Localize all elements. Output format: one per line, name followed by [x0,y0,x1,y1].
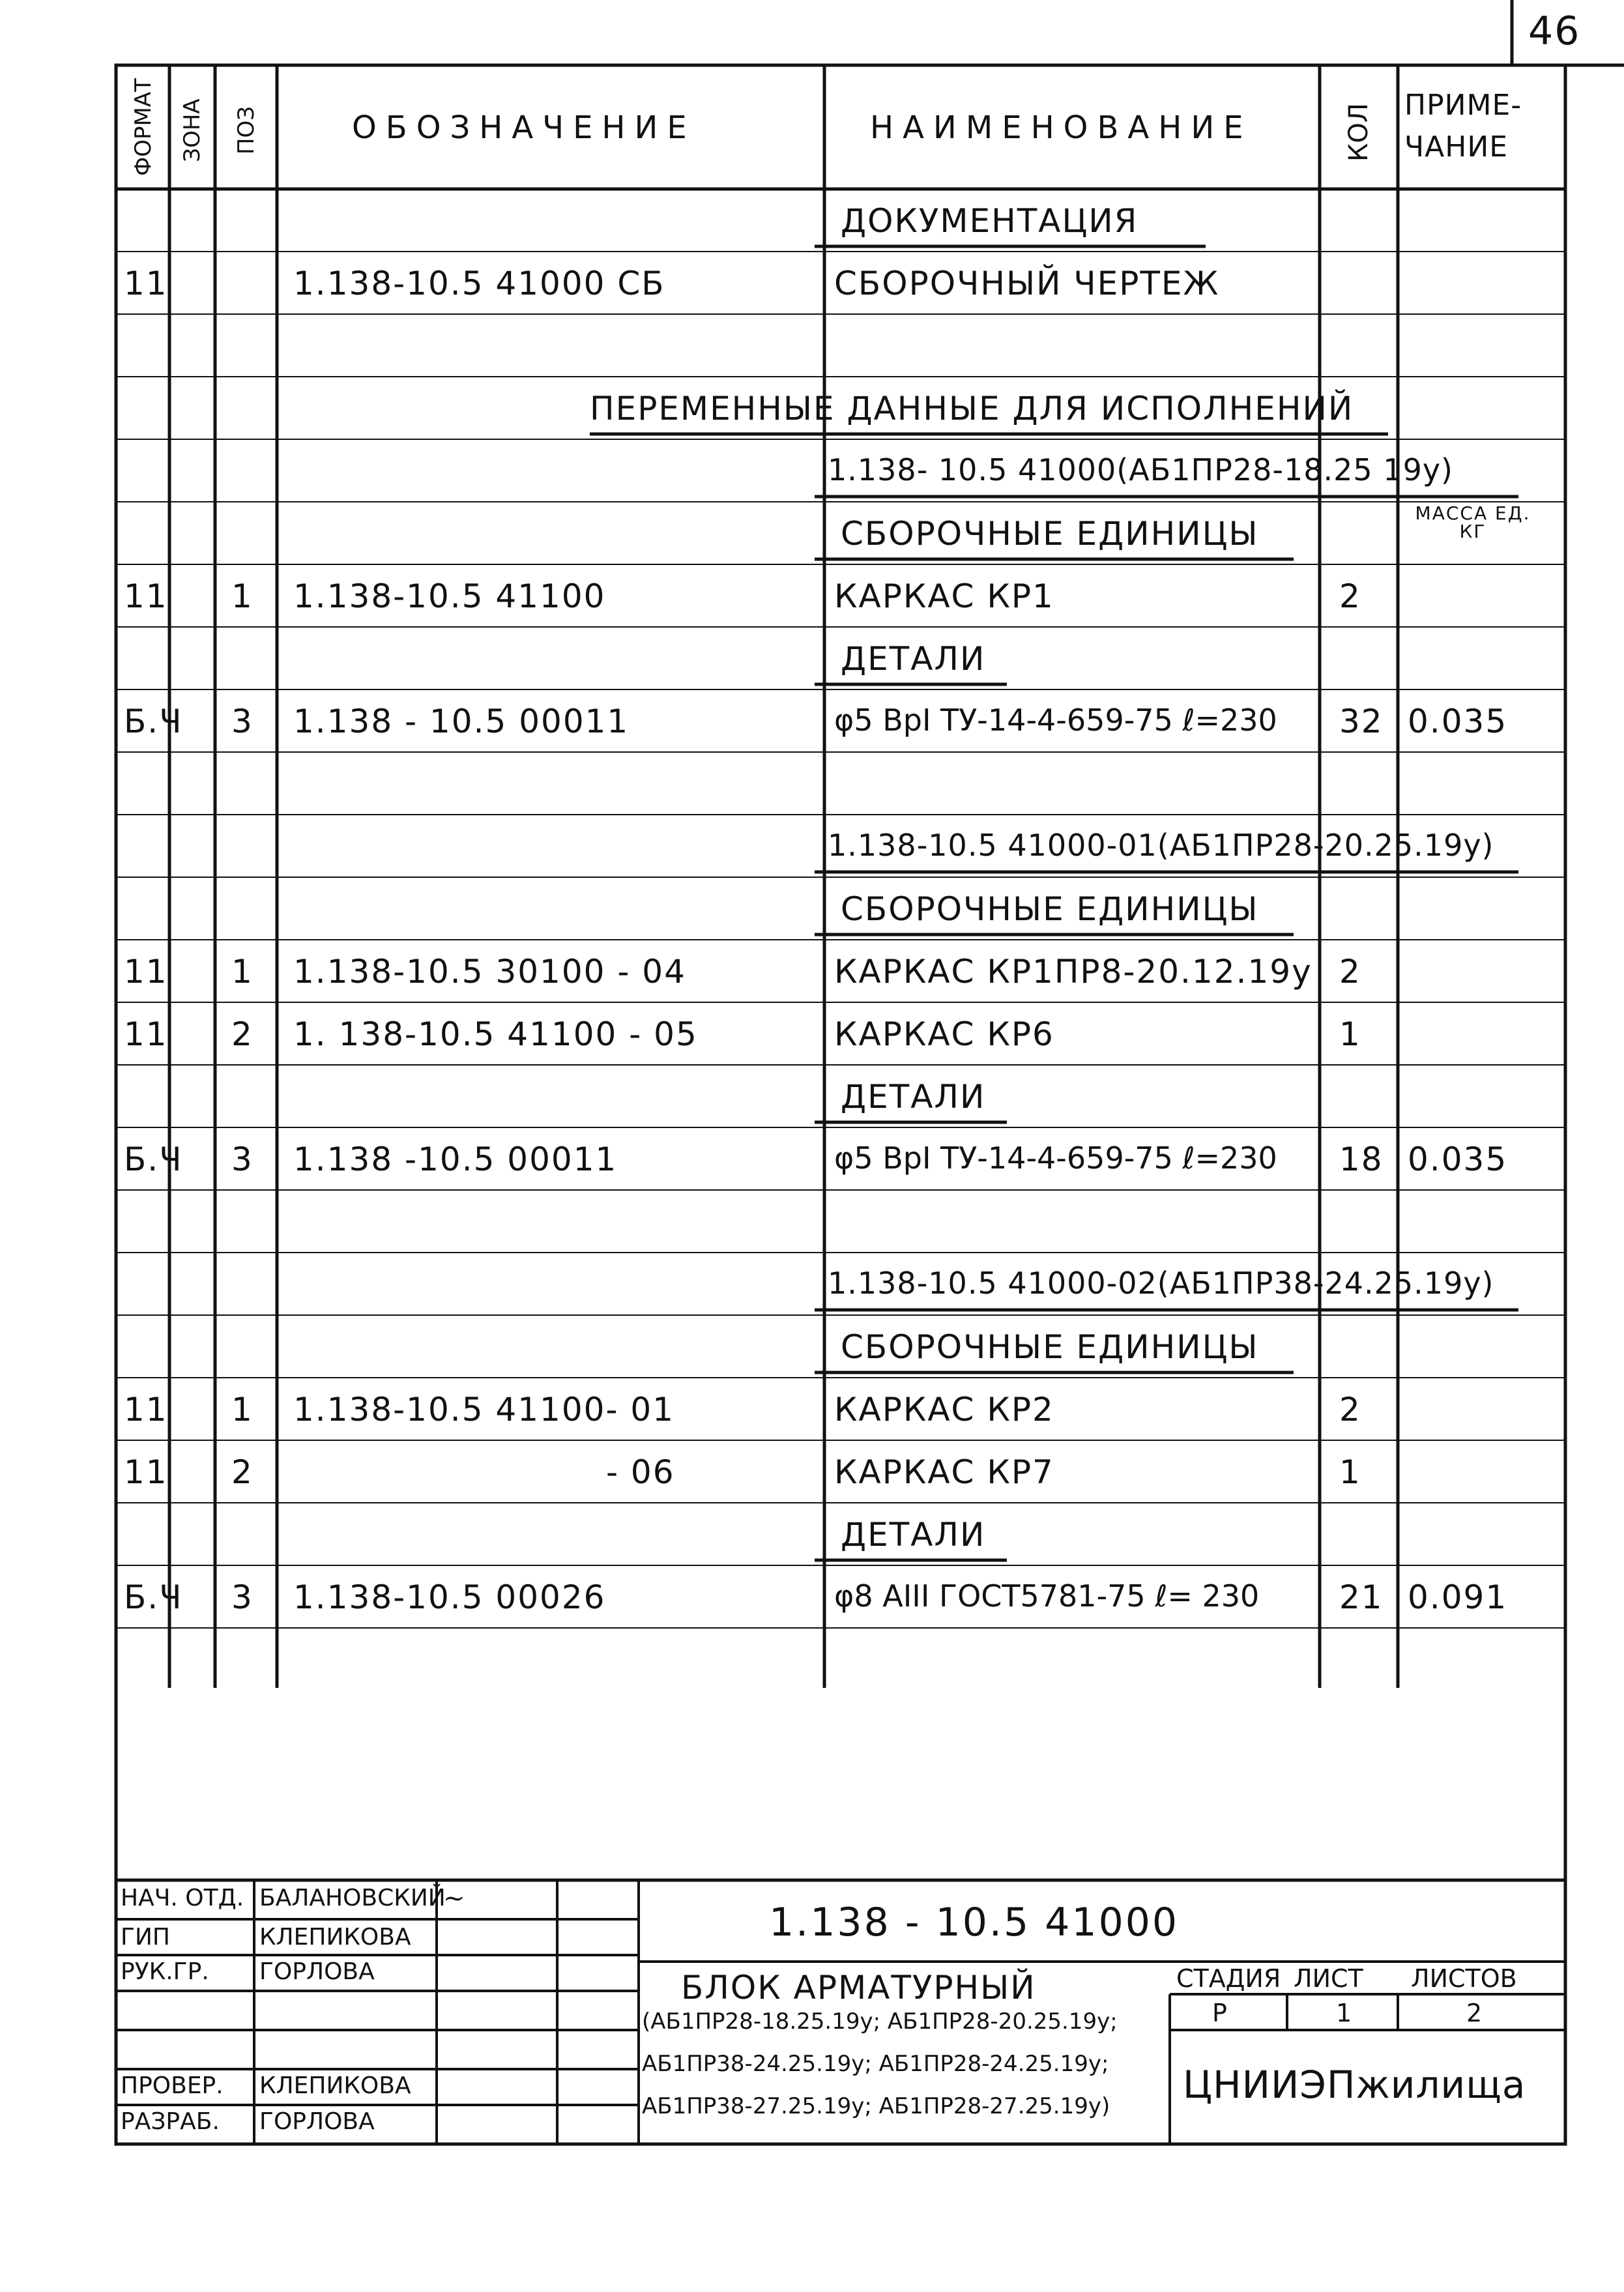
cell-format: 11 [124,265,168,302]
title-block-name: КЛЕПИКОВА [259,1924,411,1951]
cell-designation: 1.138-10.5 41100- 01 [293,1391,675,1429]
cell-qty: 1 [1339,1015,1361,1053]
cell-qty: 2 [1339,1391,1361,1429]
cell-designation: - 06 [606,1453,675,1491]
product-title: БЛОК АРМАТУРНЫЙ [681,1969,1036,2007]
cell-format: 11 [124,577,168,615]
sheet-value: 1 [1336,1999,1352,2027]
cell-name: ДЕТАЛИ [841,1078,986,1116]
sheet-number: 46 [1528,8,1581,54]
cell-name: φ5 ВрI ТУ-14-4-659-75 ℓ=230 [834,703,1277,738]
cell-name: СБОРОЧНЫЕ ЕДИНИЦЫ [841,1328,1259,1366]
sheets-label: ЛИСТОВ [1411,1964,1517,1993]
cell-name: 1.138-10.5 41000-01(АБ1ПР28-20.25.19у) [828,828,1494,863]
cell-note: МАССА ЕД. КГ [1415,502,1531,542]
product-variant-1: (АБ1ПР28-18.25.19у; АБ1ПР28-20.25.19у; [642,2009,1118,2035]
cell-format: Б.Ч [124,1578,183,1616]
cell-qty: 1 [1339,1453,1361,1491]
cell-pos: 3 [231,1578,254,1616]
cell-name: СБОРОЧНЫЕ ЕДИНИЦЫ [841,515,1259,553]
signature-balanovsky: ~ [443,1883,465,1913]
cell-pos: 1 [231,953,254,991]
cell-name: СБОРОЧНЫЕ ЕДИНИЦЫ [841,890,1259,928]
cell-name: 1.138- 10.5 41000(АБ1ПР28-18.25 19у) [828,452,1453,487]
cell-name: КАРКАС КР2 [834,1391,1054,1429]
cell-qty: 32 [1339,703,1384,740]
header-note: ПРИМЕ- ЧАНИЕ [1404,89,1522,164]
title-block-role: РАЗРАБ. [121,2108,220,2135]
cell-format: Б.Ч [124,1140,183,1178]
cell-name: ДОКУМЕНТАЦИЯ [841,202,1138,240]
cell-name: КАРКАС КР1 [834,577,1054,615]
cell-name: 1.138-10.5 41000-02(АБ1ПР38-24.25.19у) [828,1266,1494,1301]
cell-qty: 21 [1339,1578,1384,1616]
cell-pos: 2 [231,1453,254,1491]
cell-name: ДЕТАЛИ [841,640,986,678]
stage-label: СТАДИЯ [1176,1964,1281,1993]
title-block-name: ГОРЛОВА [259,2108,375,2135]
header-format: ФОРМАТ [130,78,156,176]
cell-format: Б.Ч [124,703,183,740]
cell-designation: ПЕРЕМЕННЫЕ ДАННЫЕ ДЛЯ ИСПОЛНЕНИЙ [590,390,1354,428]
cell-qty: 18 [1339,1140,1384,1178]
cell-name: КАРКАС КР7 [834,1453,1054,1491]
cell-name: СБОРОЧНЫЙ ЧЕРТЕЖ [834,265,1220,302]
cell-pos: 3 [231,1140,254,1178]
cell-format: 11 [124,1015,168,1053]
product-variant-2: АБ1ПР38-24.25.19у; АБ1ПР28-24.25.19у; [642,2051,1109,2077]
cell-format: 11 [124,1391,168,1429]
title-block-name: КЛЕПИКОВА [259,2072,411,2099]
cell-designation: 1.138-10.5 41100 [293,577,606,615]
cell-note: 0.035 [1408,1140,1508,1178]
cell-designation: 1.138 -10.5 00011 [293,1140,618,1178]
cell-qty: 2 [1339,953,1361,991]
cell-designation: 1.138-10.5 30100 - 04 [293,953,686,991]
cell-name: КАРКАС КР6 [834,1015,1054,1053]
document-code: 1.138 - 10.5 41000 [769,1900,1180,1945]
cell-name: КАРКАС КР1ПР8-20.12.19у [834,953,1312,991]
title-block-role: ГИП [121,1924,170,1951]
title-block-name: БАЛАНОВСКИЙ [259,1885,446,1911]
cell-format: 11 [124,1453,168,1491]
cell-name: φ8 АIII ГОСТ5781-75 ℓ= 230 [834,1578,1260,1614]
header-designation: ОБОЗНАЧЕНИЕ [352,109,696,146]
cell-designation: 1.138 - 10.5 00011 [293,703,630,740]
header-pos: ПОЗ [233,106,259,155]
title-block-role: ПРОВЕР. [121,2072,224,2099]
sheet-grid [116,0,1624,2144]
sheet-label: ЛИСТ [1294,1964,1363,1993]
cell-name: ДЕТАЛИ [841,1516,986,1554]
product-variant-3: АБ1ПР38-27.25.19у; АБ1ПР28-27.25.19у) [642,2093,1110,2119]
title-block-name: ГОРЛОВА [259,1958,375,1985]
cell-note: 0.091 [1408,1578,1508,1616]
cell-designation: 1. 138-10.5 41100 - 05 [293,1015,698,1053]
header-zone: ЗОНА [179,98,205,162]
cell-pos: 1 [231,1391,254,1429]
cell-note: 0.035 [1408,703,1508,740]
stage-value: Р [1212,1999,1227,2027]
cell-pos: 1 [231,577,254,615]
cell-format: 11 [124,953,168,991]
cell-pos: 3 [231,703,254,740]
header-qty: КОЛ [1344,103,1374,162]
cell-designation: 1.138-10.5 41000 СБ [293,265,665,302]
cell-designation: 1.138-10.5 00026 [293,1578,606,1616]
organization: ЦНИИЭПжилища [1183,2063,1526,2107]
cell-pos: 2 [231,1015,254,1053]
cell-qty: 2 [1339,577,1361,615]
header-name: НАИМЕНОВАНИЕ [870,109,1253,146]
title-block-role: РУК.ГР. [121,1958,209,1985]
sheets-value: 2 [1466,1999,1483,2027]
title-block-role: НАЧ. ОТД. [121,1885,244,1911]
cell-name: φ5 ВрI ТУ-14-4-659-75 ℓ=230 [834,1140,1277,1176]
